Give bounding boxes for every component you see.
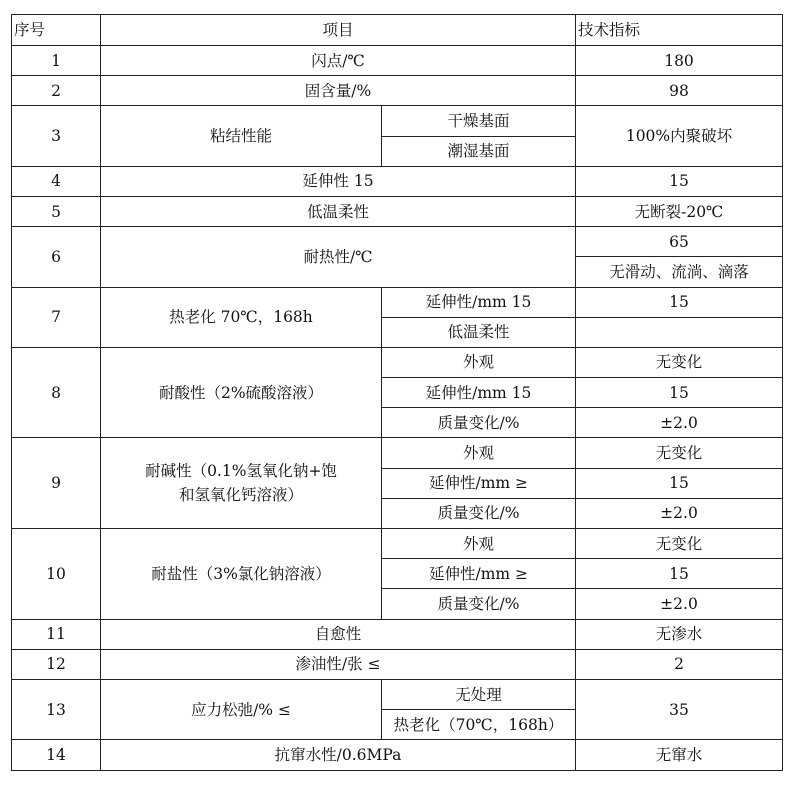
table-row	[12, 649, 783, 679]
row-number: 10	[12, 529, 101, 620]
row-subitem: 干燥基面	[382, 106, 576, 136]
row-spec: 无变化	[576, 438, 783, 468]
row-item	[101, 438, 382, 529]
row-item: 自愈性	[101, 619, 576, 649]
table-row	[12, 438, 783, 468]
table-row	[12, 287, 783, 317]
row-spec: 无变化	[576, 529, 783, 559]
table-header-row	[12, 15, 783, 46]
row-spec: 无渗水	[576, 619, 783, 649]
row-spec: 无滑动、流淌、滴落	[576, 257, 783, 287]
row-spec: 15	[576, 468, 783, 498]
row-subitem: 延伸性/mm 15	[382, 378, 576, 408]
row-item: 渗油性/张 ≤	[101, 649, 576, 679]
row-item: 低温柔性	[101, 196, 576, 226]
row-number: 12	[12, 649, 101, 679]
row-spec	[576, 317, 783, 347]
row-item: 闪点/℃	[101, 46, 576, 76]
row-spec: 无断裂-20℃	[576, 196, 783, 226]
row-item: 耐盐性（3%氯化钠溶液）	[101, 529, 382, 620]
row-number: 8	[12, 347, 101, 438]
table-row	[12, 106, 783, 136]
row-item: 延伸性 15	[101, 166, 576, 196]
row-item-line: 耐碱性（0.1%氢氧化钠+饱	[145, 462, 337, 481]
row-spec: 100%内聚破坏	[576, 106, 783, 166]
row-spec: ±2.0	[576, 498, 783, 528]
row-spec: ±2.0	[576, 589, 783, 619]
row-spec: 35	[576, 679, 783, 739]
row-subitem: 延伸性/mm 15	[382, 287, 576, 317]
row-spec: 2	[576, 649, 783, 679]
table-row	[12, 46, 783, 76]
row-spec: 15	[576, 287, 783, 317]
row-subitem: 热老化（70℃，168h）	[382, 710, 576, 740]
row-number: 14	[12, 740, 101, 770]
row-subitem: 质量变化/%	[382, 408, 576, 438]
row-item: 固含量/%	[101, 76, 576, 106]
row-spec: 15	[576, 166, 783, 196]
row-spec: 180	[576, 46, 783, 76]
row-number: 4	[12, 166, 101, 196]
row-subitem: 无处理	[382, 679, 576, 709]
row-subitem: 延伸性/mm ≥	[382, 468, 576, 498]
row-number: 6	[12, 227, 101, 287]
row-spec: 65	[576, 227, 783, 257]
row-spec: 15	[576, 378, 783, 408]
row-number: 3	[12, 106, 101, 166]
table-row	[12, 196, 783, 226]
row-subitem: 延伸性/mm ≥	[382, 559, 576, 589]
row-item: 粘结性能	[101, 106, 382, 166]
row-item: 耐热性/℃	[101, 227, 576, 287]
row-subitem: 质量变化/%	[382, 589, 576, 619]
row-subitem: 外观	[382, 529, 576, 559]
row-number: 11	[12, 619, 101, 649]
row-spec: 98	[576, 76, 783, 106]
header-no: 序号	[12, 15, 101, 46]
table-row	[12, 529, 783, 559]
row-number: 5	[12, 196, 101, 226]
table-row	[12, 347, 783, 377]
row-item: 耐酸性（2%硫酸溶液）	[101, 347, 382, 438]
row-number: 2	[12, 76, 101, 106]
table-row	[12, 740, 783, 770]
row-subitem: 低温柔性	[382, 317, 576, 347]
table-row	[12, 227, 783, 257]
header-spec: 技术指标	[576, 15, 783, 46]
row-spec: 无窜水	[576, 740, 783, 770]
table-row	[12, 619, 783, 649]
row-item: 抗窜水性/0.6MPa	[101, 740, 576, 770]
spec-table	[11, 14, 783, 771]
row-spec: ±2.0	[576, 408, 783, 438]
row-number: 9	[12, 438, 101, 529]
row-item-line: 和氢氧化钙溶液）	[178, 486, 303, 505]
row-number: 13	[12, 679, 101, 739]
row-subitem: 质量变化/%	[382, 498, 576, 528]
row-subitem: 外观	[382, 347, 576, 377]
row-spec: 15	[576, 559, 783, 589]
row-subitem: 外观	[382, 438, 576, 468]
row-item: 应力松弛/% ≤	[101, 679, 382, 739]
table-row	[12, 679, 783, 709]
row-spec: 无变化	[576, 347, 783, 377]
table-row	[12, 76, 783, 106]
row-number: 7	[12, 287, 101, 347]
row-subitem: 潮湿基面	[382, 136, 576, 166]
header-item: 项目	[101, 15, 576, 46]
table-row	[12, 166, 783, 196]
row-item: 热老化 70℃，168h	[101, 287, 382, 347]
row-number: 1	[12, 46, 101, 76]
